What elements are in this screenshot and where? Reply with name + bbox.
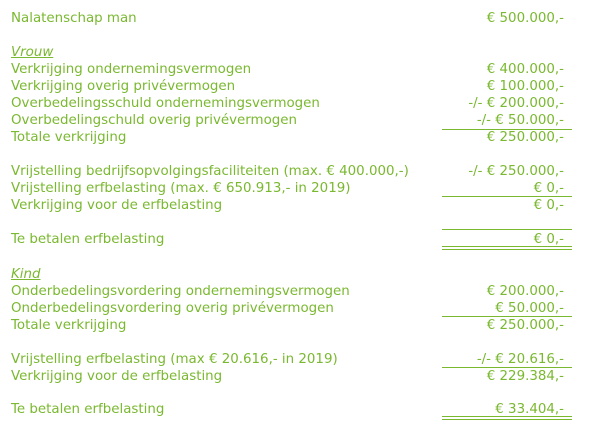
tax-due-amount: € 33.404,- [495,402,564,417]
row-amount: € 50.000,- [495,301,564,316]
total-label: Totale verkrijging [11,130,127,145]
total-amount: € 250.000,- [486,130,564,145]
row-label: Onderbedelingsvordering overig privévermogen [11,301,334,316]
total-label: Totale verkrijging [11,318,127,333]
taxable-label: Verkrijging voor de erfbelasting [11,369,223,384]
row-amount: -/- € 200.000,- [468,96,564,111]
exemption-erf-label: Vrijstelling erfbelasting (max. € 650.913,- in 2019) [11,181,351,196]
row-label: Verkrijging overig privévermogen [11,79,236,94]
taxable-amount: € 0,- [533,198,564,213]
subtotal-rule [442,229,572,230]
taxable-label: Verkrijging voor de erfbelasting [11,198,223,213]
row-amount: € 100.000,- [486,79,564,94]
total-amount: € 250.000,- [486,318,564,333]
estate-label: Nalatenschap man [11,11,137,26]
total-double-rule [442,246,572,250]
exemption-erf-amount: € 0,- [533,181,564,196]
row-label: Verkrijging ondernemingsvermogen [11,62,252,77]
row-label: Onderbedelingsvordering ondernemingsvermogen [11,284,350,299]
row-label: Overbedelingschuld overig privévermogen [11,113,298,128]
total-double-rule [442,416,572,420]
section-heading-kind: Kind [11,267,41,282]
exemption-label: Vrijstelling erfbelasting (max € 20.616,- in 2019) [11,352,338,367]
exemption-amount: -/- € 20.616,- [476,352,564,367]
estate-amount: € 500.000,- [486,11,564,26]
row-amount: € 400.000,- [486,62,564,77]
row-amount: -/- € 50.000,- [476,113,564,128]
exemption-bof-amount: -/- € 250.000,- [468,164,564,179]
tax-due-amount: € 0,- [533,232,564,247]
exemption-bof-label: Vrijstelling bedrijfsopvolgingsfaciliteiten (max. € 400.000,-) [11,164,409,179]
taxable-amount: € 229.384,- [486,369,564,384]
row-label: Overbedelingsschuld ondernemingsvermogen [11,96,320,111]
tax-due-label: Te betalen erfbelasting [11,402,165,417]
row-amount: € 200.000,- [486,284,564,299]
tax-due-label: Te betalen erfbelasting [11,232,165,247]
section-heading-vrouw: Vrouw [11,45,54,60]
